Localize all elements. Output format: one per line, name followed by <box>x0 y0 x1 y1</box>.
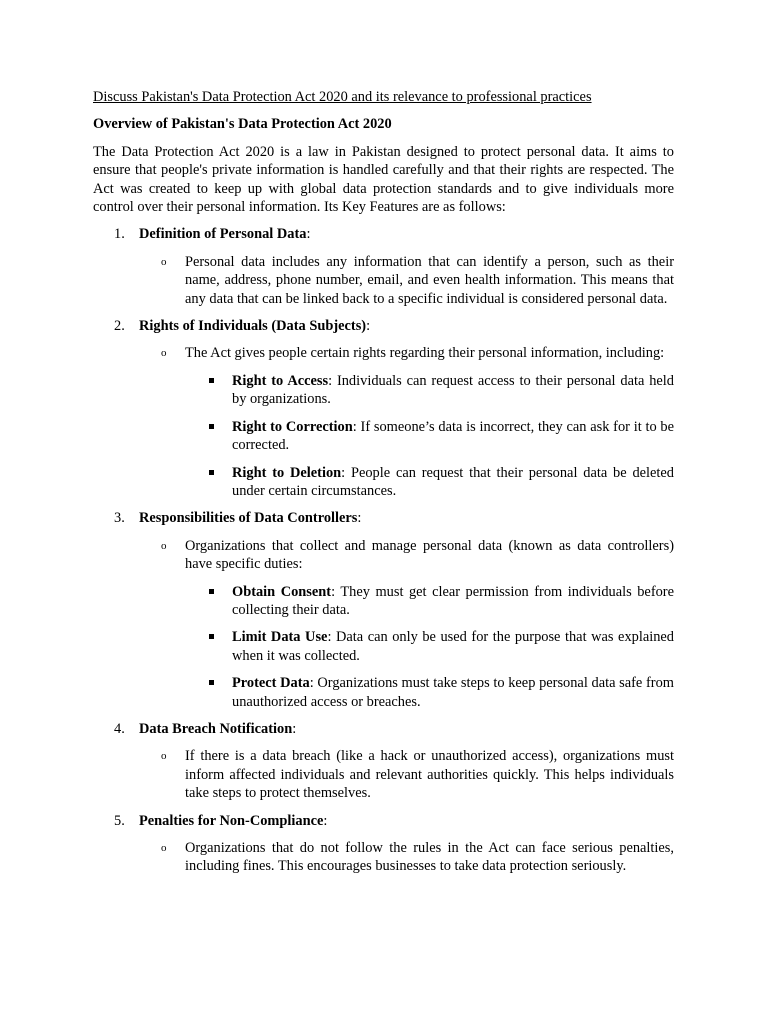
feature-number: 3. <box>114 510 125 527</box>
document-page <box>93 88 674 885</box>
bullet-term: Right to Deletion <box>232 464 342 481</box>
square-bullet-icon <box>209 634 214 639</box>
bullet-term: Protect Data <box>232 675 310 692</box>
square-bullet-icon <box>209 378 214 383</box>
key-features-list <box>93 225 674 875</box>
bullet-term: Right to Correction <box>232 418 353 435</box>
feature-title: Definition of Personal Data <box>139 226 307 243</box>
bullet-text: : If someone’s data is incorrect, they can ask for it to be corrected. <box>232 418 674 454</box>
circle-bullet-icon: o <box>161 750 167 763</box>
bullet-term: Limit Data Use <box>232 629 328 646</box>
sub-item-text: Organizations that do not follow the rules in the Act can face serious penalties, including fines. This encourages businesses to take data protection seriously. <box>185 840 674 875</box>
sub-item <box>93 537 674 574</box>
square-bullet-icon <box>209 424 214 429</box>
feature-heading <box>93 317 674 335</box>
bullet-text: : Individuals can request access to their personal data held by organizations. <box>232 372 674 408</box>
feature-title: Rights of Individuals (Data Subjects) <box>139 318 367 335</box>
bullet-text: : Data can only be used for the purpose that was explained when it was collected. <box>232 629 674 664</box>
feature-item <box>93 317 674 500</box>
bullet-text: : Organizations must take steps to keep personal data safe from unauthorized access or breaches. <box>232 675 674 710</box>
bullet-item <box>93 628 674 665</box>
feature-number: 4. <box>114 720 125 737</box>
document-title: Discuss Pakistan's Data Protection Act 2020 and its relevance to professional practices <box>93 89 592 105</box>
sub-item-text: If there is a data breach (like a hack or unauthorized access), organizations must inform affected individuals and relevant authorities quickly. This helps individuals take steps to protect themselves. <box>185 748 674 802</box>
feature-number: 5. <box>114 812 125 829</box>
overview-heading: Overview of Pakistan's Data Protection Act 2020 <box>93 116 392 133</box>
feature-colon: : <box>323 812 328 829</box>
feature-item <box>93 225 674 308</box>
bullet-item <box>93 418 674 455</box>
bullet-term: Right to Access <box>232 372 329 389</box>
feature-number: 1. <box>114 226 125 243</box>
feature-number: 2. <box>114 318 125 335</box>
sub-item <box>93 839 674 876</box>
feature-item <box>93 509 674 711</box>
feature-title: Responsibilities of Data Controllers <box>139 510 358 527</box>
intro-paragraph: The Data Protection Act 2020 is a law in Pakistan designed to protect personal data. It aims to ensure that people's private information is handled carefully and that their rights are respected. The Act was created to keep up with global data protection standards and to give individuals more control over their personal information. Its Key Features are as follows: <box>93 143 674 216</box>
bullet-item <box>93 372 674 409</box>
feature-colon: : <box>292 720 297 737</box>
feature-colon: : <box>366 318 371 335</box>
feature-title: Data Breach Notification <box>139 720 293 737</box>
bullet-item <box>93 464 674 501</box>
feature-item <box>93 812 674 876</box>
square-bullet-icon <box>209 680 214 685</box>
sub-item <box>93 253 674 308</box>
feature-colon: : <box>357 510 362 527</box>
sub-item-text: The Act gives people certain rights regarding their personal information, including: <box>185 345 665 362</box>
sub-item-text: Organizations that collect and manage personal data (known as data controllers) have specific duties: <box>185 537 674 573</box>
feature-heading <box>93 812 674 830</box>
circle-bullet-icon: o <box>161 255 167 268</box>
bullet-term: Obtain Consent <box>232 583 332 600</box>
square-bullet-icon <box>209 589 214 594</box>
bullet-item <box>93 583 674 620</box>
circle-bullet-icon: o <box>161 842 167 854</box>
circle-bullet-icon: o <box>161 539 167 552</box>
feature-colon: : <box>306 226 311 243</box>
bullet-text: : People can request that their personal data be deleted under certain circumstances. <box>232 464 674 499</box>
bullet-text: : They must get clear permission from individuals before collecting their data. <box>232 583 674 618</box>
feature-heading <box>93 225 674 243</box>
sub-item <box>93 344 674 362</box>
circle-bullet-icon: o <box>161 347 167 360</box>
sub-item-text: Personal data includes any information that can identify a person, such as their name, address, phone number, email, and even health information. This means that any data that can be linked back to a specific individual is considered personal data. <box>185 253 674 307</box>
square-bullet-icon <box>209 470 214 475</box>
feature-item <box>93 720 674 803</box>
feature-heading <box>93 509 674 527</box>
feature-heading <box>93 720 674 738</box>
sub-item <box>93 747 674 802</box>
bullet-item <box>93 674 674 711</box>
feature-title: Penalties for Non-Compliance <box>139 812 324 829</box>
